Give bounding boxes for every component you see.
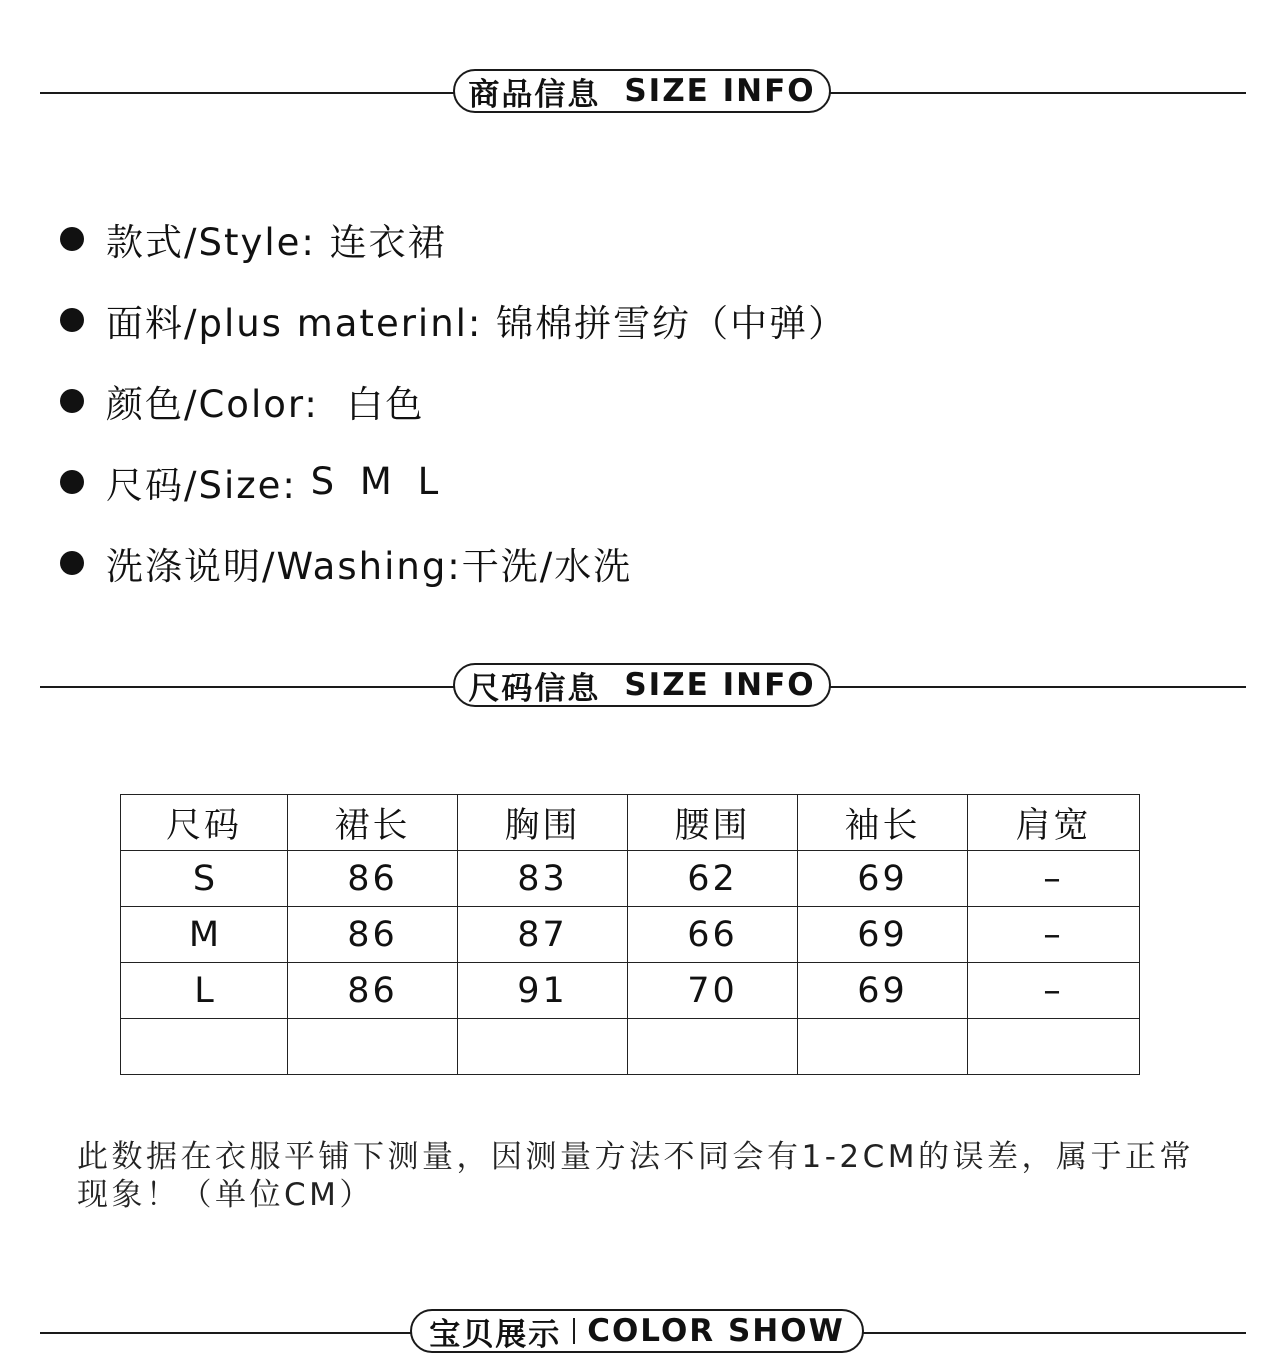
table-cell: 87 bbox=[458, 907, 628, 963]
info-item-color bbox=[60, 360, 847, 441]
column-header: 袖长 bbox=[798, 795, 968, 851]
bullet-icon bbox=[60, 389, 84, 413]
table-cell bbox=[968, 1019, 1140, 1075]
table-row-empty bbox=[121, 1019, 1140, 1075]
table-cell: – bbox=[968, 907, 1140, 963]
section-title-en: SIZE INFO bbox=[624, 73, 816, 109]
column-header: 裙长 bbox=[288, 795, 458, 851]
info-label: 款式/Style: bbox=[106, 220, 316, 264]
table-cell: 83 bbox=[458, 851, 628, 907]
bullet-icon bbox=[60, 551, 84, 575]
table-row bbox=[121, 851, 1140, 907]
column-header: 腰围 bbox=[628, 795, 798, 851]
table-row bbox=[121, 963, 1140, 1019]
table-cell: 69 bbox=[798, 963, 968, 1019]
table-cell: M bbox=[121, 907, 288, 963]
column-header: 尺码 bbox=[121, 795, 288, 851]
bullet-icon bbox=[60, 308, 84, 332]
info-value: 锦棉拼雪纺（中弹） bbox=[496, 301, 848, 345]
info-item-material bbox=[60, 279, 847, 360]
table-row bbox=[121, 907, 1140, 963]
section-title-pill bbox=[453, 663, 831, 707]
section-title-en: COLOR SHOW bbox=[587, 1313, 845, 1349]
table-cell: 66 bbox=[628, 907, 798, 963]
section-title-pill bbox=[453, 69, 831, 113]
info-label: 颜色/Color: bbox=[106, 382, 319, 426]
table-cell: 69 bbox=[798, 907, 968, 963]
info-item-size bbox=[60, 441, 847, 522]
section-title-cn: 宝贝展示 bbox=[429, 1316, 562, 1353]
product-info-list bbox=[60, 198, 847, 603]
column-header: 胸围 bbox=[458, 795, 628, 851]
table-cell bbox=[121, 1019, 288, 1075]
table-cell: – bbox=[968, 963, 1140, 1019]
info-value: 白色 bbox=[346, 382, 425, 426]
info-value: S M L bbox=[310, 460, 441, 503]
table-cell bbox=[798, 1019, 968, 1075]
size-chart-table bbox=[120, 794, 1140, 1075]
bullet-icon bbox=[60, 227, 84, 251]
table-cell: 62 bbox=[628, 851, 798, 907]
table-cell: 86 bbox=[288, 851, 458, 907]
table-cell: 69 bbox=[798, 851, 968, 907]
section-title-pill bbox=[410, 1309, 864, 1353]
column-header: 肩宽 bbox=[968, 795, 1140, 851]
section-title-en: SIZE INFO bbox=[624, 667, 816, 703]
info-label: 尺码/Size: bbox=[106, 463, 297, 507]
table-cell: – bbox=[968, 851, 1140, 907]
info-value: 干洗/水洗 bbox=[461, 544, 633, 588]
info-label: 洗涤说明/Washing: bbox=[106, 544, 462, 588]
table-cell: 91 bbox=[458, 963, 628, 1019]
bullet-icon bbox=[60, 470, 84, 494]
section-header-product-info bbox=[40, 69, 1246, 117]
info-item-washing bbox=[60, 522, 847, 603]
table-cell bbox=[288, 1019, 458, 1075]
table-cell bbox=[458, 1019, 628, 1075]
table-cell: 86 bbox=[288, 963, 458, 1019]
table-cell: 70 bbox=[628, 963, 798, 1019]
info-value: 连衣裙 bbox=[329, 220, 447, 264]
info-item-style bbox=[60, 198, 847, 279]
table-cell: 86 bbox=[288, 907, 458, 963]
section-header-size-info bbox=[40, 663, 1246, 711]
table-header-row bbox=[121, 795, 1140, 851]
section-title-cn: 商品信息 bbox=[468, 76, 601, 113]
table-cell: L bbox=[121, 963, 288, 1019]
title-separator bbox=[573, 1318, 575, 1344]
section-header-color-show bbox=[40, 1309, 1246, 1357]
section-title-cn: 尺码信息 bbox=[468, 670, 601, 707]
table-cell bbox=[628, 1019, 798, 1075]
measurement-note: 此数据在衣服平铺下测量，因测量方法不同会有1-2CM的误差，属于正常现象！（单位CM） bbox=[77, 1139, 1195, 1213]
info-label: 面料/plus materinl: bbox=[106, 301, 483, 345]
table-cell: S bbox=[121, 851, 288, 907]
